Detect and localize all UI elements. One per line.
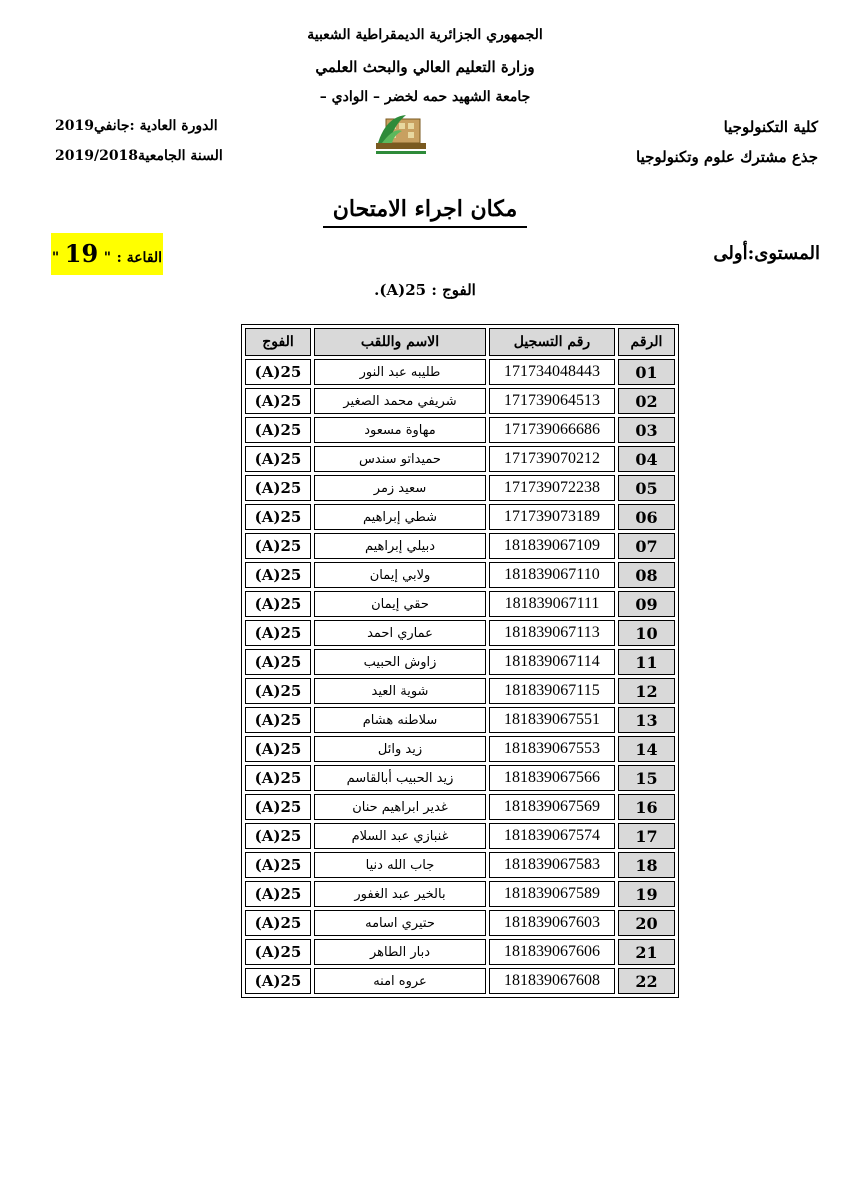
- table-header-row: [245, 328, 675, 356]
- registration-number: 181839067113: [489, 620, 615, 646]
- registration-number: 171739070212: [489, 446, 615, 472]
- row-number: 11: [618, 649, 675, 675]
- faculty-label: كلية التكنولوجيا: [723, 118, 818, 136]
- student-name: غدير ابراهيم حنان: [314, 794, 486, 820]
- registration-number: 181839067606: [489, 939, 615, 965]
- student-group: 25(A): [245, 649, 311, 675]
- table-row: [245, 620, 675, 646]
- student-group: 25(A): [245, 968, 311, 994]
- registration-number: 171739072238: [489, 475, 615, 501]
- session-label: الدورة العادية :جانفي2019: [55, 118, 218, 134]
- student-name: سلاطنه هشام: [314, 707, 486, 733]
- student-name: شوية العيد: [314, 678, 486, 704]
- student-name: ولابي إيمان: [314, 562, 486, 588]
- level-label: المستوى:أولى: [713, 243, 820, 264]
- ministry-heading: وزارة التعليم العالي والبحث العلمي: [315, 58, 535, 76]
- student-name: زاوش الحبيب: [314, 649, 486, 675]
- row-number: 14: [618, 736, 675, 762]
- table-row: [245, 417, 675, 443]
- university-logo: [372, 113, 432, 163]
- registration-number: 181839067608: [489, 968, 615, 994]
- row-number: 04: [618, 446, 675, 472]
- table-row: [245, 939, 675, 965]
- registration-number: 181839067110: [489, 562, 615, 588]
- student-group: 25(A): [245, 446, 311, 472]
- row-number: 10: [618, 620, 675, 646]
- table-row: [245, 910, 675, 936]
- student-name: حقي إيمان: [314, 591, 486, 617]
- row-number: 06: [618, 504, 675, 530]
- registration-number: 171739066686: [489, 417, 615, 443]
- header-group: الفوج: [245, 328, 311, 356]
- row-number: 12: [618, 678, 675, 704]
- table-row: [245, 504, 675, 530]
- table-row: [245, 881, 675, 907]
- registration-number: 171734048443: [489, 359, 615, 385]
- row-number: 09: [618, 591, 675, 617]
- student-name: غنبازي عبد السلام: [314, 823, 486, 849]
- table-row: [245, 707, 675, 733]
- header-registration: رقم التسجيل: [489, 328, 615, 356]
- student-name: زيد وائل: [314, 736, 486, 762]
- table-row: [245, 823, 675, 849]
- row-number: 13: [618, 707, 675, 733]
- student-group: 25(A): [245, 736, 311, 762]
- student-group: 25(A): [245, 359, 311, 385]
- student-name: مهاوة مسعود: [314, 417, 486, 443]
- student-group: 25(A): [245, 910, 311, 936]
- student-group: 25(A): [245, 388, 311, 414]
- registration-number: 181839067553: [489, 736, 615, 762]
- hall-number: 19: [64, 239, 99, 268]
- row-number: 22: [618, 968, 675, 994]
- registration-number: 181839067583: [489, 852, 615, 878]
- student-name: جاب الله دنيا: [314, 852, 486, 878]
- student-group: 25(A): [245, 678, 311, 704]
- registration-number: 181839067109: [489, 533, 615, 559]
- table-row: [245, 649, 675, 675]
- table-row: [245, 388, 675, 414]
- row-number: 02: [618, 388, 675, 414]
- registration-number: 181839067566: [489, 765, 615, 791]
- table-row: [245, 968, 675, 994]
- student-group: 25(A): [245, 475, 311, 501]
- registration-number: 181839067603: [489, 910, 615, 936]
- table-row: [245, 794, 675, 820]
- table-row: [245, 533, 675, 559]
- group-label: الفوج : 25(A).: [374, 281, 476, 299]
- student-name: زيد الحبيب أبالقاسم: [314, 765, 486, 791]
- student-group: 25(A): [245, 504, 311, 530]
- student-group: 25(A): [245, 881, 311, 907]
- table-row: [245, 765, 675, 791]
- student-group: 25(A): [245, 939, 311, 965]
- registration-number: 181839067589: [489, 881, 615, 907]
- row-number: 01: [618, 359, 675, 385]
- registration-number: 181839067569: [489, 794, 615, 820]
- student-name: سعيد زمر: [314, 475, 486, 501]
- row-number: 17: [618, 823, 675, 849]
- university-heading: جامعة الشهيد حمه لخضر – الوادي –: [319, 89, 531, 105]
- registration-number: 181839067551: [489, 707, 615, 733]
- hall-badge: [51, 233, 163, 275]
- row-number: 20: [618, 910, 675, 936]
- registration-number: 181839067114: [489, 649, 615, 675]
- hall-open-quote: ": [103, 250, 112, 266]
- student-name: شطي إبراهيم: [314, 504, 486, 530]
- student-name: طليبه عبد النور: [314, 359, 486, 385]
- document-title-text: مكان اجراء الامتحان: [323, 196, 528, 228]
- table-row: [245, 736, 675, 762]
- document-title: [0, 196, 850, 228]
- student-group: 25(A): [245, 823, 311, 849]
- registration-number: 181839067574: [489, 823, 615, 849]
- student-group: 25(A): [245, 765, 311, 791]
- student-group: 25(A): [245, 417, 311, 443]
- academic-year-label: السنة الجامعية2019/2018: [55, 148, 223, 164]
- student-name: حميداتو سندس: [314, 446, 486, 472]
- common-core-label: جذع مشترك علوم وتكنولوجيا: [636, 148, 818, 166]
- table-row: [245, 852, 675, 878]
- header-name: الاسم واللقب: [314, 328, 486, 356]
- student-name: شريفي محمد الصغير: [314, 388, 486, 414]
- registration-number: 171739073189: [489, 504, 615, 530]
- table-row: [245, 562, 675, 588]
- row-number: 21: [618, 939, 675, 965]
- student-group: 25(A): [245, 591, 311, 617]
- student-group: 25(A): [245, 533, 311, 559]
- table-row: [245, 678, 675, 704]
- table-row: [245, 475, 675, 501]
- student-group: 25(A): [245, 620, 311, 646]
- row-number: 16: [618, 794, 675, 820]
- student-group: 25(A): [245, 707, 311, 733]
- row-number: 18: [618, 852, 675, 878]
- row-number: 05: [618, 475, 675, 501]
- row-number: 03: [618, 417, 675, 443]
- student-name: دبار الطاهر: [314, 939, 486, 965]
- row-number: 19: [618, 881, 675, 907]
- student-name: حتيري اسامه: [314, 910, 486, 936]
- header-num: الرقم: [618, 328, 675, 356]
- student-name: عروه امنه: [314, 968, 486, 994]
- hall-label: القاعة :: [116, 250, 163, 266]
- row-number: 07: [618, 533, 675, 559]
- registration-number: 171739064513: [489, 388, 615, 414]
- row-number: 08: [618, 562, 675, 588]
- row-number: 15: [618, 765, 675, 791]
- student-group: 25(A): [245, 852, 311, 878]
- student-group: 25(A): [245, 562, 311, 588]
- student-table: [241, 324, 679, 998]
- table-row: [245, 591, 675, 617]
- student-name: دبيلي إبراهيم: [314, 533, 486, 559]
- student-name: بالخير عبد الغفور: [314, 881, 486, 907]
- registration-number: 181839067111: [489, 591, 615, 617]
- registration-number: 181839067115: [489, 678, 615, 704]
- table-body: [245, 359, 675, 994]
- student-name: عماري احمد: [314, 620, 486, 646]
- student-group: 25(A): [245, 794, 311, 820]
- table-row: [245, 446, 675, 472]
- republic-heading: الجمهوري الجزائرية الديمقراطية الشعبية: [307, 27, 543, 43]
- table-row: [245, 359, 675, 385]
- hall-close-quote: ": [51, 250, 60, 266]
